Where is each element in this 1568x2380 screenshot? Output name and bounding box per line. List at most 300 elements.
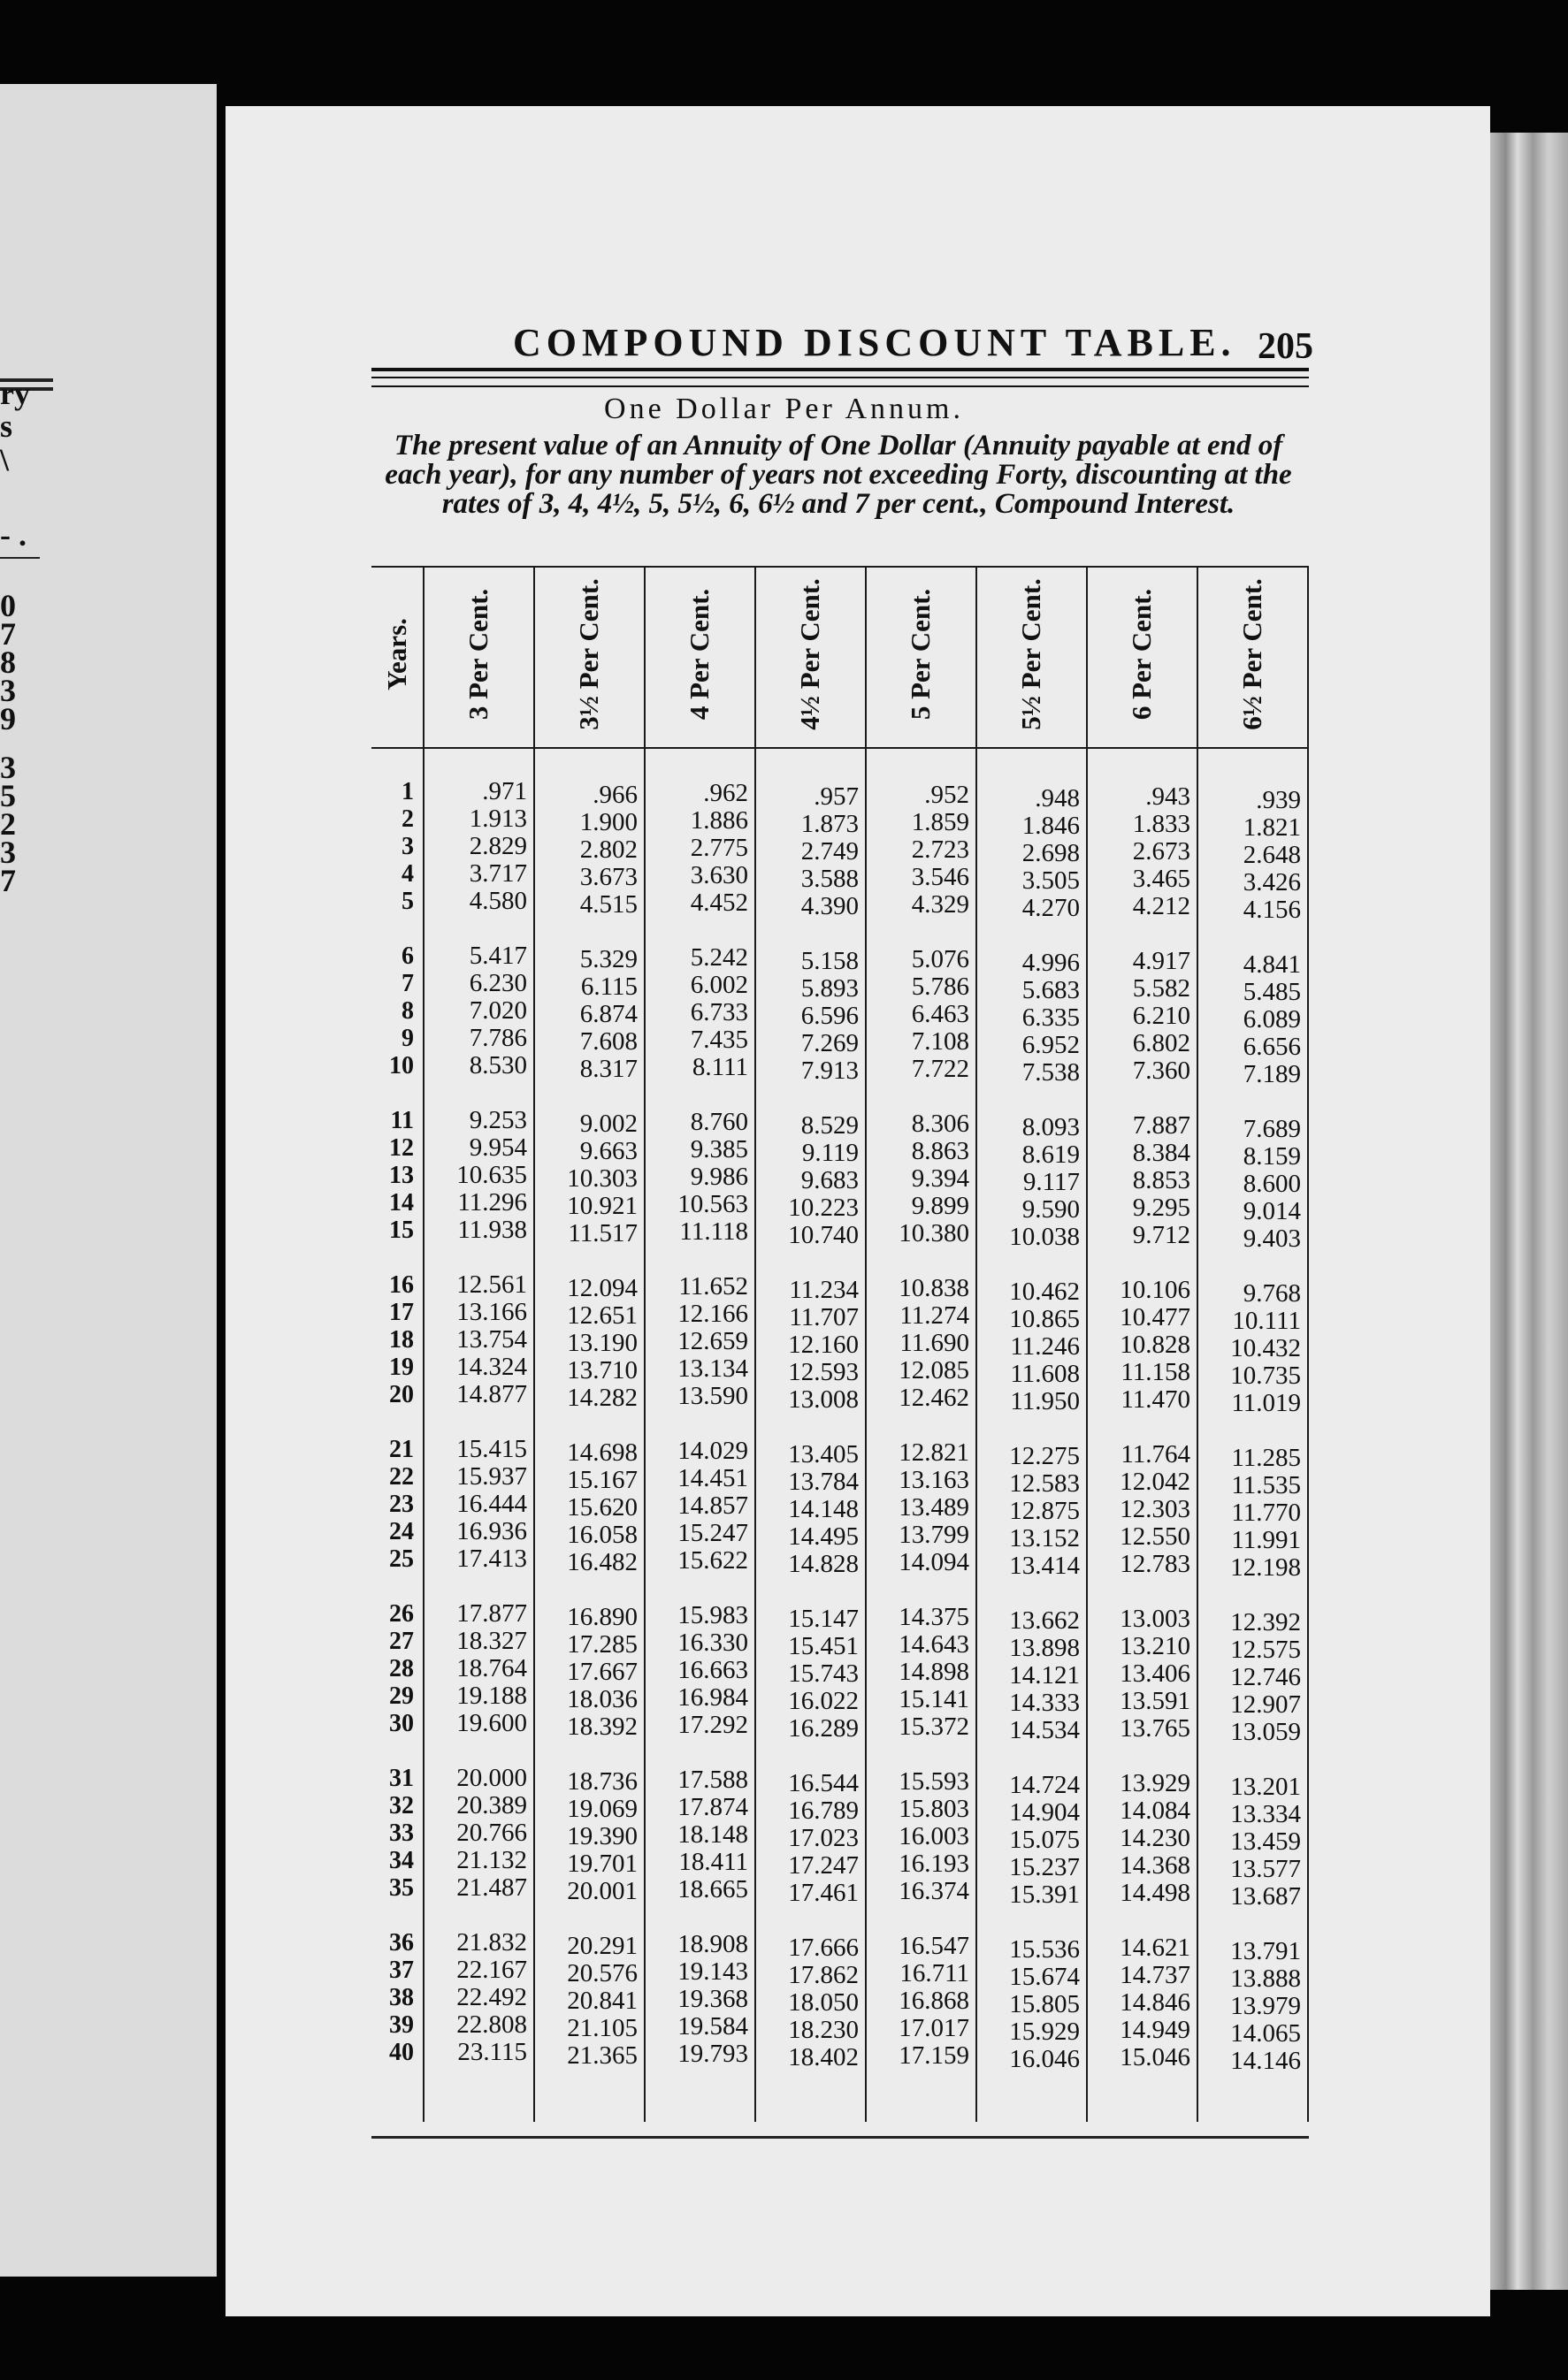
table-cell: 9.899 [911, 1192, 969, 1220]
table-cell: 2.802 [579, 835, 638, 864]
table-cell: 13.414 [1009, 1552, 1080, 1580]
table-cell: 1.833 [1132, 810, 1190, 838]
table-cell: 14.375 [899, 1603, 969, 1631]
table-cell: 2.749 [800, 837, 859, 866]
table-cell: 14.084 [1120, 1796, 1190, 1825]
table-cell: 15.803 [899, 1795, 969, 1823]
table-cell: 11.535 [1231, 1471, 1301, 1499]
table-cell: 18.148 [677, 1820, 748, 1849]
rate-column [977, 785, 1080, 2073]
table-cell: 18.736 [567, 1767, 638, 1796]
table-cell: 10.921 [567, 1192, 638, 1220]
years-column [371, 778, 414, 2066]
table-cell: 14.846 [1120, 1988, 1190, 2017]
table-cell: 13.710 [567, 1356, 638, 1385]
table-cell: 4.270 [1021, 894, 1080, 922]
table-cell: 10.432 [1230, 1334, 1301, 1362]
column-header-label: 3½ Per Cent. [572, 578, 604, 730]
table-cell: 14.121 [1009, 1661, 1080, 1690]
table-cell: 6.230 [469, 969, 527, 997]
table-cell: 11.246 [1010, 1332, 1080, 1361]
year-cell: 8 [402, 997, 414, 1025]
table-cell: 9.117 [1022, 1168, 1080, 1196]
table-cell: 10.477 [1120, 1303, 1190, 1331]
table-cell: 18.327 [456, 1627, 527, 1655]
table-cell: 8.619 [1021, 1140, 1080, 1169]
column-header-label: 6½ Per Cent. [1235, 578, 1267, 730]
table-cell: 19.600 [456, 1709, 527, 1737]
table-cell: 17.159 [899, 2041, 969, 2070]
table-cell: 11.296 [457, 1188, 527, 1217]
table-cell: 13.929 [1120, 1769, 1190, 1797]
table-cell: 21.105 [567, 2014, 638, 2042]
table-cell: .943 [1145, 782, 1190, 811]
table-cell: 3.505 [1021, 866, 1080, 895]
table-cell: 7.608 [579, 1027, 638, 1056]
table-cell: 16.330 [677, 1629, 748, 1657]
table-cell: 6.089 [1243, 1005, 1301, 1034]
table-cell: 13.662 [1009, 1606, 1080, 1635]
left-page-text-fragment: \ [0, 442, 10, 477]
table-cell: 11.517 [568, 1219, 638, 1247]
table-cell: 2.698 [1021, 839, 1080, 867]
table-cell: 10.111 [1232, 1307, 1301, 1335]
table-cell: 11.234 [789, 1276, 859, 1304]
table-cell: 16.374 [899, 1877, 969, 1905]
table-cell: 15.415 [456, 1435, 527, 1463]
table-cell: 6.952 [1021, 1031, 1080, 1059]
table-cell: 15.620 [567, 1493, 638, 1522]
table-cell: 6.874 [579, 1000, 638, 1028]
table-cell: 16.058 [567, 1521, 638, 1549]
column-header-label: 5 Per Cent. [904, 588, 936, 721]
table-cell: 15.937 [456, 1462, 527, 1491]
table-cell: 4.212 [1132, 892, 1190, 920]
table-cell: 11.274 [899, 1301, 969, 1330]
table-cell: 22.808 [456, 2010, 527, 2039]
left-page-text-fragment: ry [0, 376, 30, 411]
year-cell: 30 [389, 1710, 414, 1737]
table-cell: 17.023 [788, 1824, 859, 1852]
table-cell: 1.859 [911, 808, 969, 836]
table-cell: 9.663 [579, 1137, 638, 1165]
table-cell: 2.829 [469, 832, 527, 860]
table-cell: 16.289 [788, 1714, 859, 1743]
table-cell: 16.193 [899, 1850, 969, 1878]
rate-column [425, 778, 527, 2066]
table-cell: 15.674 [1009, 1963, 1080, 1991]
table-cell: 7.360 [1132, 1057, 1190, 1085]
table-cell: 17.247 [788, 1851, 859, 1880]
year-cell: 32 [389, 1792, 414, 1819]
table-cell: 16.936 [456, 1517, 527, 1545]
column-header [975, 566, 1086, 743]
table-cell: 4.515 [579, 890, 638, 919]
table-cell: 9.768 [1243, 1279, 1301, 1308]
table-cell: .962 [703, 779, 748, 807]
year-cell: 17 [389, 1299, 414, 1326]
table-cell: 9.403 [1243, 1224, 1301, 1253]
table-cell: 6.463 [911, 1000, 969, 1028]
table-cell: 3.717 [469, 859, 527, 888]
table-cell: 14.451 [677, 1464, 748, 1492]
table-cell: 14.029 [677, 1437, 748, 1465]
table-cell: 20.389 [456, 1791, 527, 1819]
table-cell: 21.487 [456, 1873, 527, 1902]
header-bottom-rule [371, 747, 1309, 749]
table-cell: 12.821 [899, 1438, 969, 1467]
header-rule [371, 385, 1309, 387]
table-cell: 14.643 [899, 1630, 969, 1659]
table-cell: 7.913 [800, 1057, 859, 1085]
year-cell: 3 [402, 833, 414, 860]
table-cell: 1.846 [1021, 812, 1080, 840]
table-cell: 13.201 [1230, 1773, 1301, 1801]
table-cell: 4.156 [1243, 896, 1301, 924]
table-cell: 4.841 [1243, 950, 1301, 979]
table-cell: 14.698 [567, 1438, 638, 1467]
year-cell: 4 [402, 860, 414, 888]
year-cell: 36 [389, 1929, 414, 1957]
table-cell: 18.402 [788, 2043, 859, 2071]
table-cell: 13.888 [1230, 1964, 1301, 1993]
table-cell: 14.146 [1230, 2047, 1301, 2075]
table-cell: 6.210 [1132, 1002, 1190, 1030]
table-cell: 3.673 [579, 863, 638, 891]
table-cell: 17.666 [788, 1934, 859, 1962]
table-cell: 14.857 [677, 1491, 748, 1520]
column-header [754, 566, 865, 743]
table-cell: 19.368 [677, 1985, 748, 2013]
table-cell: 9.295 [1132, 1194, 1190, 1222]
left-page-text-fragment: 9 [0, 701, 16, 736]
table-cell: 7.887 [1132, 1111, 1190, 1140]
table-cell: 11.019 [1231, 1389, 1301, 1417]
left-page-text-fragment: s [0, 408, 13, 444]
table-cell: 7.269 [800, 1029, 859, 1057]
left-page-text-fragment: 0 [0, 588, 16, 623]
annuity-table [371, 566, 1309, 2140]
rate-column [867, 782, 969, 2070]
table-cell: 18.392 [567, 1713, 638, 1741]
year-cell: 38 [389, 1984, 414, 2011]
table-cell: 15.247 [677, 1519, 748, 1547]
table-cell: 5.786 [911, 973, 969, 1001]
year-cell: 20 [389, 1381, 414, 1408]
table-cell: 7.786 [469, 1024, 527, 1052]
table-cell: 10.462 [1009, 1278, 1080, 1306]
table-cell: 14.877 [456, 1380, 527, 1408]
table-cell: 13.784 [788, 1468, 859, 1496]
table-cell: 13.134 [677, 1354, 748, 1383]
table-cell: 5.582 [1132, 974, 1190, 1003]
table-cell: 12.275 [1009, 1442, 1080, 1470]
table-cell: 23.115 [457, 2038, 527, 2066]
table-cell: 11.764 [1121, 1440, 1190, 1468]
table-cell: 12.094 [567, 1274, 638, 1302]
left-page-text-fragment: 3 [0, 835, 16, 870]
table-cell: 12.462 [899, 1384, 969, 1412]
table-cell: 20.000 [456, 1764, 527, 1792]
table-cell: 9.986 [690, 1163, 748, 1191]
table-cell: 12.746 [1230, 1663, 1301, 1691]
table-cell: 17.285 [567, 1630, 638, 1659]
table-cell: 14.534 [1009, 1716, 1080, 1744]
column-divider [1307, 566, 1309, 2122]
table-cell: 8.306 [911, 1110, 969, 1138]
table-cell: .971 [482, 777, 527, 805]
rate-column [535, 782, 638, 2070]
year-cell: 15 [389, 1217, 414, 1244]
table-cell: 4.452 [690, 889, 748, 917]
table-cell: 13.166 [456, 1298, 527, 1326]
table-cell: 7.722 [911, 1055, 969, 1083]
table-cell: 17.874 [677, 1793, 748, 1821]
year-cell: 9 [402, 1025, 414, 1052]
rate-column [1088, 783, 1190, 2071]
table-cell: 6.802 [1132, 1029, 1190, 1057]
column-header-label: Years. [381, 618, 412, 690]
table-cell: 9.014 [1243, 1197, 1301, 1225]
column-header [865, 566, 975, 743]
table-cell: 12.085 [899, 1356, 969, 1385]
page-number: 205 [1258, 326, 1313, 367]
table-cell: 15.372 [899, 1713, 969, 1741]
table-cell: 14.282 [567, 1384, 638, 1412]
table-cell: 13.163 [899, 1466, 969, 1494]
table-cell: 12.651 [567, 1301, 638, 1330]
table-cell: 10.106 [1120, 1276, 1190, 1304]
table-cell: 14.148 [788, 1495, 859, 1523]
table-cell: 21.132 [456, 1846, 527, 1874]
table-cell: 13.591 [1120, 1687, 1190, 1715]
table-cell: 19.584 [677, 2012, 748, 2041]
year-cell: 40 [389, 2039, 414, 2066]
table-cell: 1.900 [579, 808, 638, 836]
table-cell: 9.394 [911, 1164, 969, 1193]
table-cell: 14.495 [788, 1522, 859, 1551]
table-cell: 15.075 [1009, 1826, 1080, 1854]
table-cell: 16.789 [788, 1796, 859, 1825]
table-cell: 17.667 [567, 1658, 638, 1686]
year-cell: 28 [389, 1655, 414, 1682]
table-cell: 5.683 [1021, 976, 1080, 1004]
table-cell: 9.119 [801, 1139, 859, 1167]
table-cell: 13.799 [899, 1521, 969, 1549]
table-cell: 11.991 [1231, 1526, 1301, 1554]
year-cell: 34 [389, 1847, 414, 1874]
table-cell: .948 [1035, 784, 1080, 812]
table-cell: 11.118 [679, 1217, 748, 1246]
rate-column [1198, 787, 1301, 2075]
column-header-label: 5½ Per Cent. [1014, 578, 1046, 730]
table-cell: 14.094 [899, 1548, 969, 1576]
table-cell: 13.405 [788, 1440, 859, 1468]
table-cell: 4.329 [911, 890, 969, 919]
table-cell: 13.898 [1009, 1634, 1080, 1662]
header-rule [371, 368, 1309, 371]
table-bottom-rule [371, 2136, 1309, 2139]
table-cell: 11.938 [457, 1216, 527, 1244]
table-cell: 17.413 [456, 1545, 527, 1573]
table-cell: 3.546 [911, 863, 969, 891]
left-page-text-fragment: 2 [0, 806, 16, 842]
table-cell: 15.391 [1009, 1880, 1080, 1909]
table-cell: 11.690 [899, 1329, 969, 1357]
table-cell: 22.167 [456, 1956, 527, 1984]
table-cell: 3.465 [1132, 865, 1190, 893]
year-cell: 35 [389, 1874, 414, 1902]
table-cell: 8.863 [911, 1137, 969, 1165]
table-cell: 16.022 [788, 1687, 859, 1715]
table-cell: .966 [593, 781, 638, 809]
year-cell: 11 [390, 1107, 414, 1134]
left-page-text-fragment: 8 [0, 645, 16, 680]
table-cell: 21.832 [456, 1928, 527, 1957]
table-cell: 17.461 [788, 1879, 859, 1907]
table-cell: 14.724 [1009, 1771, 1080, 1799]
table-cell: 17.292 [677, 1711, 748, 1739]
table-cell: 7.435 [690, 1026, 748, 1054]
column-header-years [371, 566, 423, 743]
table-cell: 15.929 [1009, 2018, 1080, 2046]
table-cell: 13.459 [1230, 1827, 1301, 1856]
table-cell: 15.451 [788, 1632, 859, 1660]
column-header-label: 6 Per Cent. [1125, 588, 1157, 721]
left-page-text-fragment: 7 [0, 863, 16, 898]
table-cell: 7.689 [1243, 1115, 1301, 1143]
table-cell: 5.485 [1243, 978, 1301, 1006]
column-header-label: 4½ Per Cent. [793, 578, 825, 730]
table-cell: 12.659 [677, 1327, 748, 1355]
left-page-text-fragment: 3 [0, 673, 16, 708]
year-cell: 39 [389, 2011, 414, 2039]
table-cell: 14.498 [1120, 1879, 1190, 1907]
table-cell: 10.865 [1009, 1305, 1080, 1333]
table-cell: 8.853 [1132, 1166, 1190, 1194]
table-cell: 7.020 [469, 996, 527, 1025]
table-cell: 16.663 [677, 1656, 748, 1684]
year-cell: 26 [389, 1600, 414, 1628]
table-cell: 16.544 [788, 1769, 859, 1797]
year-cell: 37 [389, 1957, 414, 1984]
table-cell: 13.059 [1230, 1718, 1301, 1746]
table-cell: 3.588 [800, 865, 859, 893]
table-cell: 16.003 [899, 1822, 969, 1850]
table-cell: 19.069 [567, 1795, 638, 1823]
table-cell: 5.242 [690, 943, 748, 972]
table-cell: 20.291 [567, 1932, 638, 1960]
table-cell: 5.417 [469, 942, 527, 970]
table-cell: 9.002 [579, 1110, 638, 1138]
table-cell: 8.384 [1132, 1139, 1190, 1167]
table-cell: 8.530 [469, 1051, 527, 1079]
table-cell: 8.529 [800, 1111, 859, 1140]
table-cell: 8.093 [1021, 1113, 1080, 1141]
table-cell: 10.380 [899, 1219, 969, 1247]
table-cell: 12.783 [1120, 1550, 1190, 1578]
year-cell: 29 [389, 1682, 414, 1710]
table-cell: 13.979 [1230, 1992, 1301, 2020]
table-cell: 6.596 [800, 1002, 859, 1030]
table-cell: 7.189 [1243, 1060, 1301, 1088]
table-cell: 10.838 [899, 1274, 969, 1302]
table-cell: 13.791 [1230, 1937, 1301, 1965]
table-cell: 19.793 [677, 2040, 748, 2068]
table-cell: 5.893 [800, 974, 859, 1003]
table-cell: 12.392 [1230, 1608, 1301, 1636]
table-cell: .939 [1256, 786, 1301, 814]
table-cell: 9.683 [800, 1166, 859, 1194]
year-cell: 21 [389, 1436, 414, 1463]
table-cell: 10.038 [1009, 1223, 1080, 1251]
table-cell: 8.111 [692, 1053, 748, 1081]
table-cell: 9.954 [469, 1133, 527, 1162]
year-cell: 23 [389, 1491, 414, 1518]
table-cell: 16.984 [677, 1683, 748, 1712]
table-cell: 18.036 [567, 1685, 638, 1713]
table-cell: 14.230 [1120, 1824, 1190, 1852]
column-header [1197, 566, 1307, 743]
table-cell: 14.898 [899, 1658, 969, 1686]
column-header [533, 566, 644, 743]
table-cell: 10.303 [567, 1164, 638, 1193]
table-cell: 18.665 [677, 1875, 748, 1903]
year-cell: 22 [389, 1463, 414, 1491]
table-cell: 8.317 [579, 1055, 638, 1083]
table-cell: 13.210 [1120, 1632, 1190, 1660]
table-cell: 15.743 [788, 1659, 859, 1688]
table-cell: 1.913 [469, 805, 527, 833]
table-cell: 16.547 [899, 1932, 969, 1960]
table-cell: 10.740 [788, 1221, 859, 1249]
table-cell: 14.333 [1009, 1689, 1080, 1717]
left-page-text-fragment: 3 [0, 750, 16, 785]
table-cell: 12.198 [1230, 1553, 1301, 1582]
table-cell: 20.766 [456, 1819, 527, 1847]
sub-heading: One Dollar Per Annum. [604, 393, 964, 425]
table-cell: 13.754 [456, 1325, 527, 1354]
table-cell: 2.648 [1243, 841, 1301, 869]
table-cell: 17.862 [788, 1961, 859, 1989]
table-cell: 13.003 [1120, 1605, 1190, 1633]
table-cell: 18.908 [677, 1930, 748, 1958]
rate-column [646, 780, 748, 2068]
table-cell: 2.775 [690, 834, 748, 862]
table-cell: 15.536 [1009, 1935, 1080, 1964]
table-cell: 18.411 [678, 1848, 748, 1876]
table-cell: 18.050 [788, 1988, 859, 2017]
table-cell: 16.711 [899, 1959, 969, 1987]
table-cell: 13.765 [1120, 1714, 1190, 1743]
year-cell: 2 [402, 805, 414, 833]
table-cell: 1.821 [1243, 813, 1301, 842]
left-page-rule [0, 557, 40, 559]
table-cell: 14.904 [1009, 1798, 1080, 1827]
table-cell: 16.868 [899, 1987, 969, 2015]
table-cell: 9.385 [690, 1135, 748, 1163]
column-header [1086, 566, 1197, 743]
table-cell: 13.008 [788, 1385, 859, 1414]
table-cell: 20.001 [567, 1877, 638, 1905]
table-cell: 12.166 [677, 1300, 748, 1328]
year-cell: 13 [389, 1162, 414, 1189]
year-cell: 27 [389, 1628, 414, 1655]
table-cell: 8.760 [690, 1108, 748, 1136]
year-cell: 10 [389, 1052, 414, 1079]
table-cell: 8.159 [1243, 1142, 1301, 1171]
left-page-text-fragment: - . [0, 517, 27, 553]
